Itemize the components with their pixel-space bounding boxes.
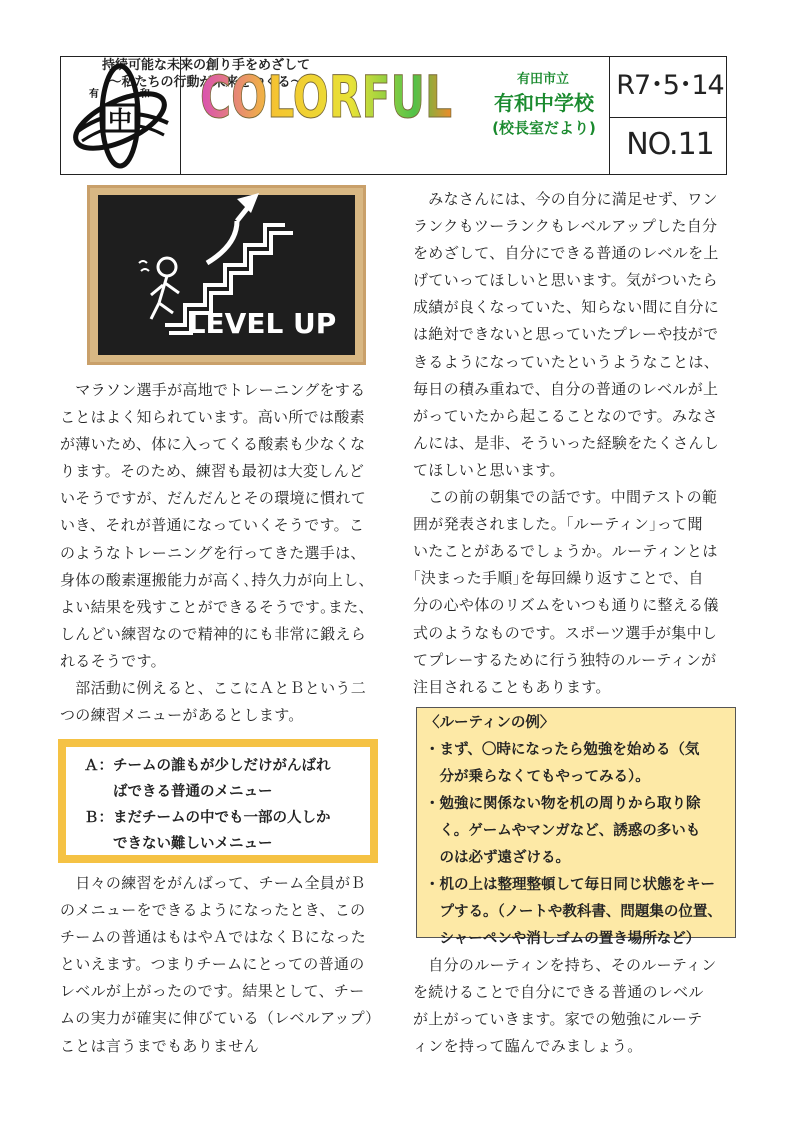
school-city: 有田市立: [516, 72, 569, 87]
masthead-logo: [195, 61, 457, 131]
emblem-char-2: 和: [140, 89, 150, 100]
routine-examples-box: 〈ルーティンの例〉 ・まず、〇時になったら勉強を始める（気 分が乗らなくてもやってみる）。 ・勉強に関係ない物を机の周りから取り除 く。ゲームやマンガなど、誘惑の多いも のは必ず遠ざける。 ・机の上は整理整頓して毎日同じ状態をキー プする。（ノートや教科書、問題集の位置、 シャーペンや消しゴムの置き場所など）: [416, 707, 736, 938]
issue-number: NO.11: [626, 127, 714, 162]
newsletter-header: [60, 56, 727, 175]
school-emblem: [64, 61, 176, 171]
masthead-title: COLORFUL: [200, 63, 452, 131]
practice-menu-text: Ａ：チームの誰もが少しだけがんばれ ばできる普通のメニュー Ｂ：まだチームの中でも一部の人しか できない難しいメニュー: [66, 747, 370, 855]
tagline-line-1: 持続可能な未来の創り手をめざして: [101, 58, 310, 73]
newsletter-subtitle: (校長室だより): [492, 119, 596, 137]
left-paragraph-2: 日々の練習をがんばって、チーム全員がＢ のメニューをできるようになったとき、この チームの普通はもはやＡではなくＢになった といえます。つまりチームにとっての普通の レベルが上がったのです。結果として、チー ムの実力が確実に伸びている（レベルアップ） ことは言うまでもありません: [60, 874, 381, 1055]
issue-date: R7･5･14: [616, 70, 724, 101]
level-up-illustration: [87, 185, 366, 365]
level-up-label: LEVEL UP: [187, 307, 337, 340]
emblem-char-1: 有: [89, 89, 99, 100]
right-paragraph-1: みなさんには、今の自分に満足せず、ワン ランクもツーランクもレベルアップした自分 をめざして、自分にできる普通のレベルを上 げていってほしいと思います。気がついたら 成績が良くなっていた、知らない間に自分に は絶対できないと思っていたプレーや技がで きるようになっていたというようなことは、 毎日の積み重ねで、自分の普通のレベルが上 がっていたから起こることなのです。みなさ んには、是非、そういった経験をたくさんし てほしいと思います。 この前の朝集での話です。中間テストの範 囲が発表されました。｢ルーティン｣って聞 いたことがあるでしょうか。ルーティンとは ｢決まった手順｣を毎回繰り返すことで、自 分の心や体のリズムをいつも通りに整える儀 式のようなものです。スポーツ選手が集中し てプレーするために行う独特のルーティンが 注目されることもあります。: [413, 190, 720, 696]
practice-menu-box: [58, 739, 378, 863]
right-paragraph-2: 自分のルーティンを持ち、そのルーティン を続けることで自分にできる普通のレベル が上がっていきます。家での勉強にルーテ ィンを持って臨んでみましょう。: [413, 956, 717, 1056]
left-paragraph-1: マラソン選手が高地でトレーニングをする ことはよく知られています。高い所では酸素 が薄いため、体に入ってくる酸素も少なくな ります。そのため、練習も最初は大変しんど いそうですが、だんだんとその環境に慣れて いき、それが普通になっていくそうです。こ のようなトレーニングを行ってきた選手は、 身体の酸素運搬能力が高く､持久力が向上し、 よい結果を残すことができるそうです｡また、 しんどい練習なので精神的にも非常に鍛えら れるそうです。 部活動に例えると、ここにＡとＢという二 つの練習メニューがあるとします。: [60, 381, 374, 725]
school-name: 有和中学校: [494, 91, 594, 115]
tagline-line-2: ～私たちの行動が未来をつくる～: [108, 75, 304, 90]
emblem-char-3: 中: [108, 106, 132, 134]
